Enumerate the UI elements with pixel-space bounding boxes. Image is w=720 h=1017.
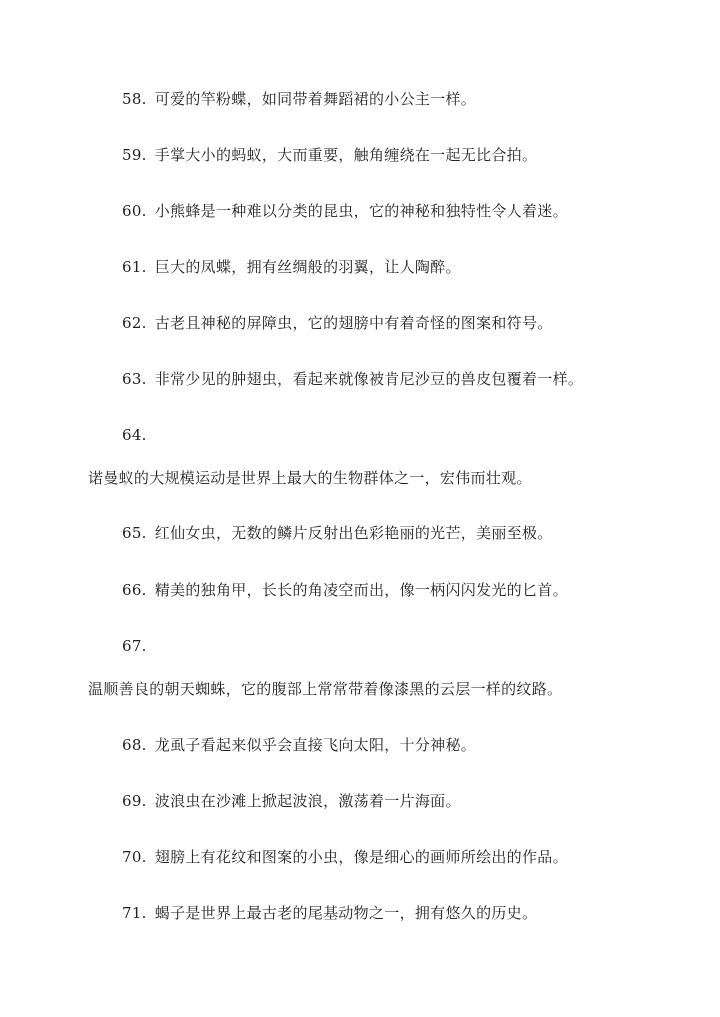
item-text: 古老且神秘的屏障虫，它的翅膀中有着奇怪的图案和符号。 [154, 314, 553, 332]
item-number: 59. [122, 146, 147, 164]
item-number: 67. [122, 637, 147, 655]
list-item [122, 847, 568, 867]
list-item [122, 580, 568, 600]
item-number: 58. [122, 90, 147, 108]
item-number: 62. [122, 314, 147, 332]
item-number: 68. [122, 736, 147, 754]
list-item [122, 89, 476, 109]
list-item [122, 257, 461, 277]
item-text: 温顺善良的朝天蜘蛛，它的腹部上常常带着像漆黑的云层一样的纹路。 [88, 680, 563, 698]
item-number: 65. [122, 524, 147, 542]
item-number: 64. [122, 426, 147, 444]
item-number: 70. [122, 848, 147, 866]
list-item-number-line [122, 425, 147, 445]
item-text: 蝎子是世界上最古老的尾基动物之一，拥有悠久的历史。 [154, 904, 538, 922]
list-item-number-line [122, 636, 147, 656]
item-text: 精美的独角甲，长长的角凌空而出，像一柄闪闪发光的匕首。 [154, 581, 568, 599]
item-text: 翅膀上有花纹和图案的小虫，像是细心的画师所绘出的作品。 [154, 848, 568, 866]
item-text: 诺曼蚁的大规模运动是世界上最大的生物群体之一，宏伟而壮观。 [88, 469, 532, 487]
item-text: 龙虱子看起来似乎会直接飞向太阳，十分神秘。 [154, 736, 477, 754]
list-item [122, 735, 476, 755]
item-text: 巨大的凤蝶，拥有丝绸般的羽翼，让人陶醉。 [154, 258, 461, 276]
item-number: 66. [122, 581, 147, 599]
list-item-text-line [88, 679, 562, 699]
item-text: 可爱的竿粉蝶，如同带着舞蹈裙的小公主一样。 [154, 90, 477, 108]
item-number: 71. [122, 904, 147, 922]
list-item [122, 145, 537, 165]
list-item-text-line [88, 468, 532, 488]
item-text: 小熊蜂是一种难以分类的昆虫，它的神秘和独特性令人着迷。 [154, 202, 568, 220]
list-item [122, 903, 537, 923]
item-text: 波浪虫在沙滩上掀起波浪，激荡着一片海面。 [154, 792, 461, 810]
list-item [122, 369, 583, 389]
item-number: 61. [122, 258, 147, 276]
item-text: 非常少见的肿翅虫，看起来就像被肯尼沙豆的兽皮包覆着一样。 [154, 370, 584, 388]
item-number: 69. [122, 792, 147, 810]
list-item [122, 313, 553, 333]
item-number: 60. [122, 202, 147, 220]
item-text: 红仙女虫，无数的鳞片反射出色彩艳丽的光芒，美丽至极。 [154, 524, 553, 542]
list-item [122, 791, 461, 811]
item-text: 手掌大小的蚂蚁，大而重要，触角缠绕在一起无比合拍。 [154, 146, 538, 164]
item-number: 63. [122, 370, 147, 388]
list-item [122, 201, 568, 221]
list-item [122, 523, 553, 543]
